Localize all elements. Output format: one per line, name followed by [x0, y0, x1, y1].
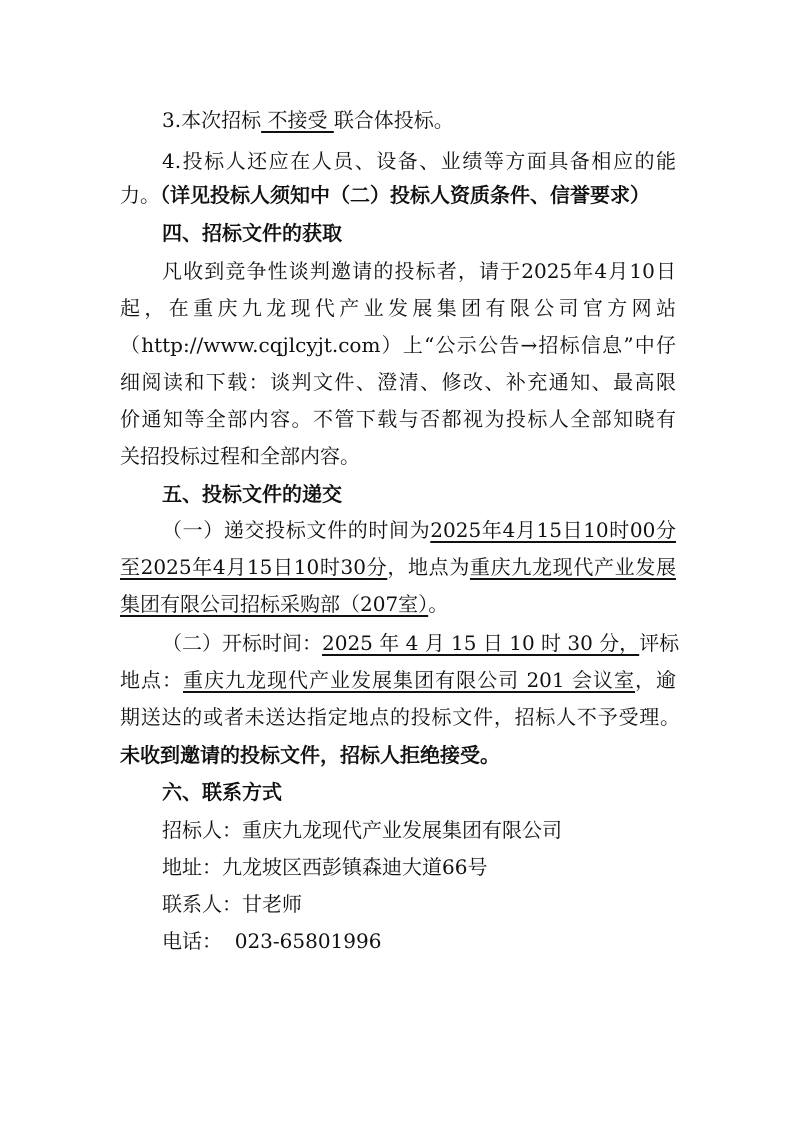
- section-5-p1-end: 。: [428, 592, 449, 616]
- section-4-line-5: 价通知等全部内容。不管下载与否都视为投标人全部知晓有: [120, 407, 676, 431]
- section-4-line-3: （http://www.cqjlcyjt.com）上“公示公告→招标信息”中仔: [120, 333, 676, 357]
- clause-3-prefix: 3.本次招标: [162, 108, 262, 132]
- section-5-p1-line-1: [162, 513, 676, 547]
- section-5-p2-bold-line: 未收到邀请的投标文件，招标人拒绝接受。: [120, 743, 500, 767]
- submission-location-part-2: 集团有限公司招标采购部（207室）: [120, 592, 429, 616]
- section-5-p2-continue: ，逾: [635, 668, 677, 692]
- opening-time-label: （二）开标时间：: [162, 631, 322, 655]
- submission-time-start: 2025年4月15日10时00分: [430, 518, 677, 542]
- section-5-p1-line-2: [120, 550, 676, 584]
- section-4-line-2: 起，在重庆九龙现代产业发展集团有限公司官方网站: [120, 296, 676, 320]
- clause-4-line-1: 4.投标人还应在人员、设备、业绩等方面具备相应的能: [162, 149, 676, 173]
- section-5-p2-line-3: 期送达的或者未送达指定地点的投标文件，招标人不予受理。: [120, 705, 680, 729]
- submission-location-label: ，地点为: [387, 555, 470, 579]
- evaluation-location-label: 地点：: [120, 668, 184, 692]
- clause-4-line-2: [120, 178, 680, 212]
- evaluation-location-value: 重庆九龙现代产业发展集团有限公司 201 会议室: [183, 668, 635, 692]
- clause-3-line: [162, 103, 676, 137]
- evaluation-label: 评标: [639, 631, 680, 655]
- section-4-line-6: 关招投标过程和全部内容。: [120, 444, 360, 468]
- clause-4-prefix: 力。: [120, 183, 160, 207]
- submission-time-label: （一）递交投标文件的时间为: [162, 518, 431, 542]
- contact-phone: 电话： 023-65801996: [162, 929, 382, 953]
- submission-time-end: 至2025年4月15日10时30分: [120, 555, 388, 579]
- contact-address: 地址：九龙坡区西彭镇森迪大道66号: [162, 855, 488, 879]
- clause-3-suffix: 联合体投标。: [333, 108, 454, 132]
- section-5-p2-line-1: [162, 626, 680, 660]
- section-5-p1-line-3: [120, 587, 676, 621]
- section-5-p2-line-2: [120, 663, 676, 697]
- clause-3-underlined: 不接受: [261, 108, 334, 132]
- section-4-line-1: 凡收到竞争性谈判邀请的投标者，请于2025年4月10日: [162, 259, 676, 283]
- section-6-heading: 六、联系方式: [162, 780, 282, 804]
- submission-location-part-1: 重庆九龙现代产业发展: [469, 555, 676, 579]
- section-4-heading: 四、招标文件的获取: [162, 221, 342, 245]
- opening-time-value: 2025 年 4 月 15 日 10 时 30 分，: [322, 631, 640, 655]
- contact-tenderer: 招标人：重庆九龙现代产业发展集团有限公司: [162, 818, 562, 842]
- contact-person: 联系人：甘老师: [162, 892, 302, 916]
- section-5-heading: 五、投标文件的递交: [162, 482, 342, 506]
- section-4-line-4: 细阅读和下载：谈判文件、澄清、修改、补充通知、最高限: [120, 370, 676, 394]
- clause-4-bold-note: （详见投标人须知中（二）投标人资质条件、信誉要求）: [160, 183, 650, 207]
